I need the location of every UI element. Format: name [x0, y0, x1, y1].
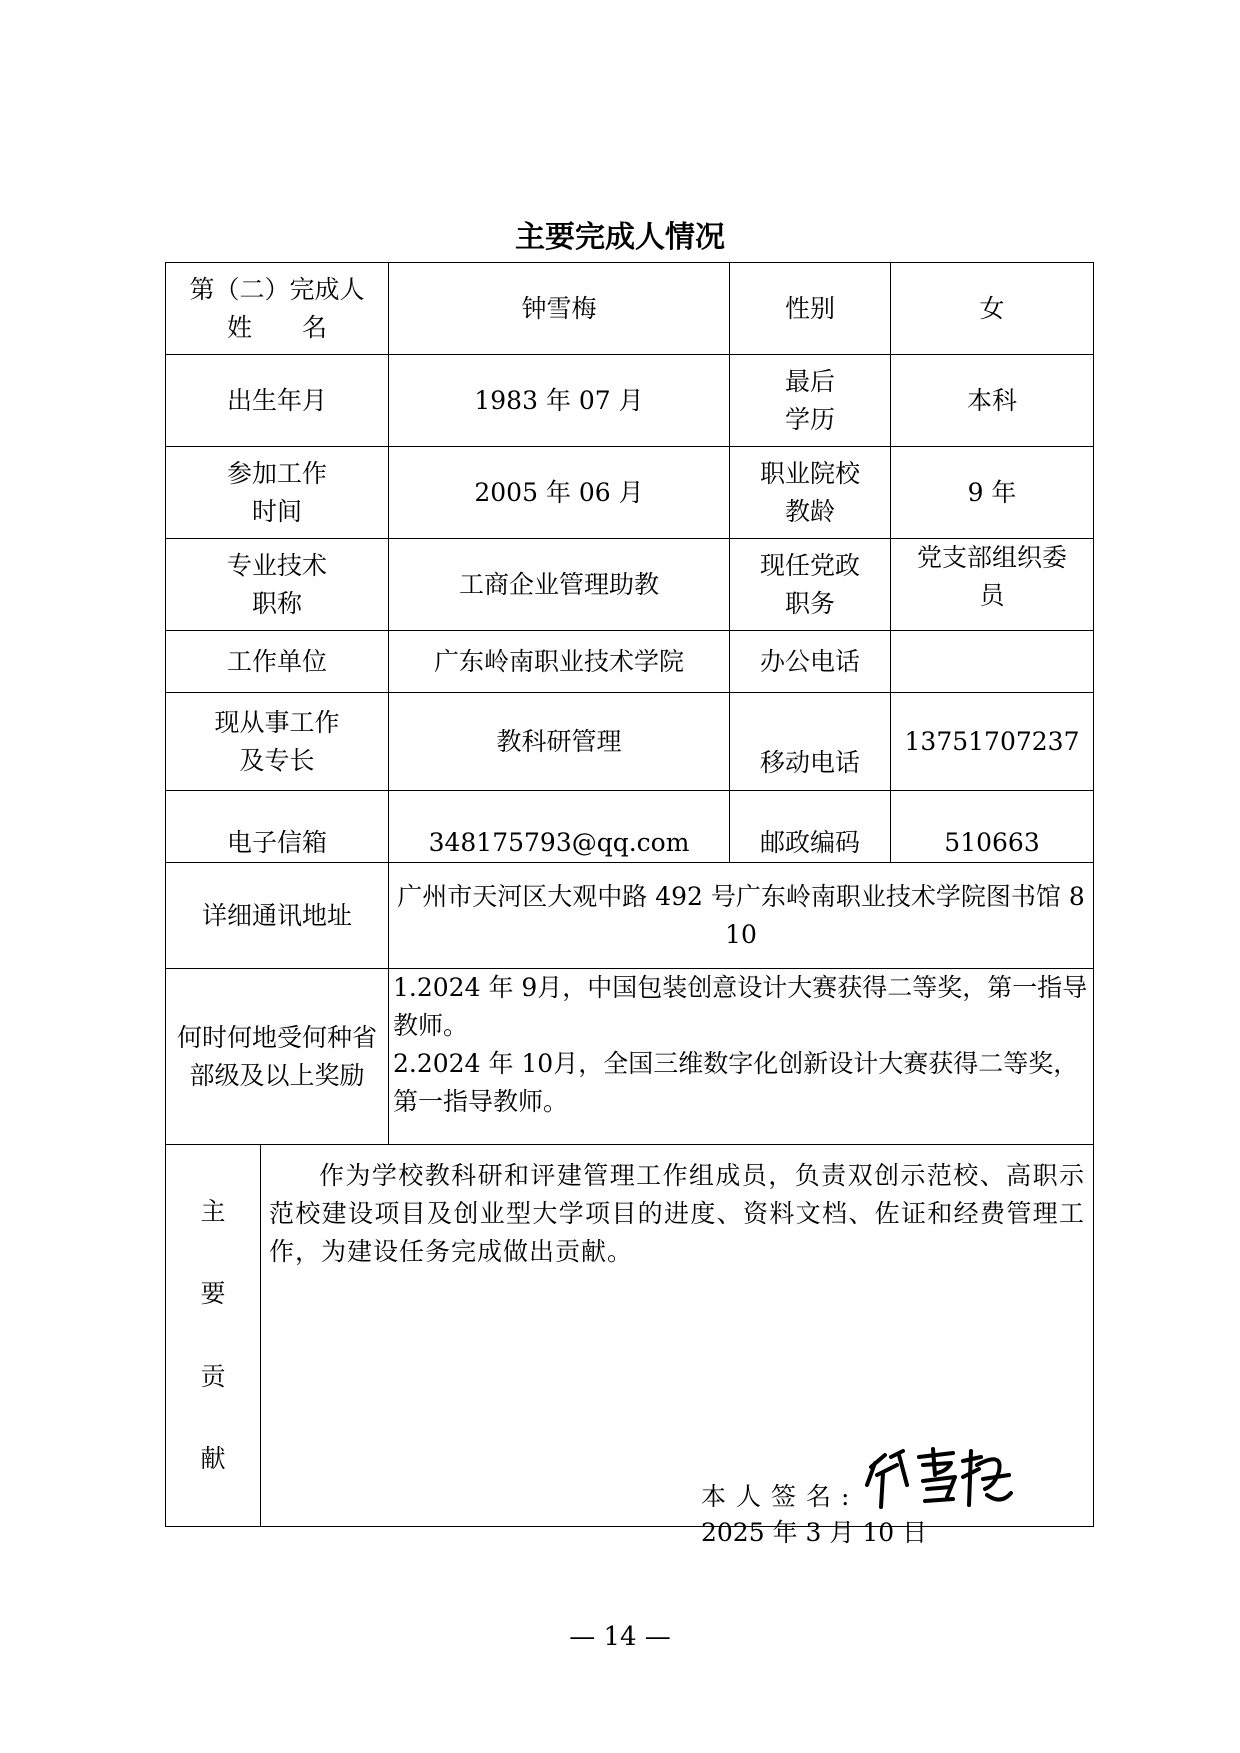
contribution-label-char: 要 [200, 1279, 226, 1309]
title-label-line1: 专业技术 [227, 550, 328, 580]
office-phone-label: 办公电话 [730, 631, 891, 693]
title-label-line2: 职称 [252, 588, 303, 618]
signature-date: 2025 年 3 月 10 日 [701, 1518, 928, 1547]
contribution-label-char: 主 [200, 1196, 226, 1226]
email-value: 348175793@qq.com [389, 791, 730, 863]
awards-label: 何时何地受何种省部级及以上奖励 [166, 969, 389, 1145]
address-value: 广州市天河区大观中路 492 号广东岭南职业技术学院图书馆 810 [389, 863, 1094, 969]
party-post-value-line2: 员 [979, 581, 1005, 610]
party-post-label-line1: 现任党政 [760, 550, 861, 580]
employer-value: 广东岭南职业技术学院 [389, 631, 730, 693]
gender-value: 女 [891, 263, 1094, 355]
award-item: 1.2024 年 9月，中国包装创意设计大赛获得二等奖，第一指导教师。 [393, 973, 1088, 1040]
education-label [730, 355, 891, 447]
current-work-label [166, 693, 389, 791]
page-number: — 14 — [569, 1622, 671, 1652]
teaching-years-value: 9 年 [891, 447, 1094, 539]
birth-label: 出生年月 [166, 355, 389, 447]
gender-label: 性别 [730, 263, 891, 355]
office-phone-value [891, 631, 1094, 693]
teaching-years-label-line1: 职业院校 [760, 458, 861, 488]
contribution-label-char: 贡 [200, 1361, 226, 1391]
name-label-line2: 姓 名 [227, 312, 328, 342]
contribution-label [166, 1145, 261, 1527]
work-start-label-line1: 参加工作 [227, 458, 328, 488]
education-label-line1: 最后 [785, 366, 836, 396]
work-start-label [166, 447, 389, 539]
party-post-value-line1: 党支部组织委 [917, 543, 1068, 572]
party-post-value [891, 539, 1094, 631]
signature-block [701, 1445, 1013, 1551]
education-value: 本科 [891, 355, 1094, 447]
handwritten-signature [863, 1445, 1013, 1515]
awards-list [389, 969, 1094, 1145]
award-item: 2.2024 年 10月，全国三维数字化创新设计大赛获得二等奖，第一指导教师。 [393, 1049, 1079, 1116]
contribution-label-char: 献 [200, 1444, 226, 1474]
contribution-cell [261, 1145, 1094, 1547]
current-work-value: 教科研管理 [389, 693, 730, 791]
name-label-line1: 第（二）完成人 [189, 274, 365, 304]
name-value: 钟雪梅 [389, 263, 730, 355]
education-label-line2: 学历 [785, 404, 836, 434]
employer-label: 工作单位 [166, 631, 389, 693]
completer-info-table [165, 262, 1094, 1547]
party-post-label-line2: 职务 [785, 588, 836, 618]
title-label [166, 539, 389, 631]
party-post-label [730, 539, 891, 631]
signature-label: 本人签名: [701, 1482, 860, 1511]
email-label: 电子信箱 [166, 791, 389, 863]
contribution-text: 作为学校教科研和评建管理工作组成员，负责双创示范校、高职示范校建设项目及创业型大学项目的进度、资料文档、佐证和经费管理工作，为建设任务完成做出贡献。 [269, 1161, 1086, 1266]
current-work-label-line2: 及专长 [239, 745, 315, 775]
postal-label: 邮政编码 [730, 791, 891, 863]
mobile-label: 移动电话 [730, 693, 891, 791]
current-work-label-line1: 现从事工作 [214, 707, 340, 737]
work-start-value: 2005 年 06 月 [389, 447, 730, 539]
name-label [166, 263, 389, 355]
birth-value: 1983 年 07 月 [389, 355, 730, 447]
postal-value: 510663 [891, 791, 1094, 863]
teaching-years-label-line2: 教龄 [785, 496, 836, 526]
mobile-value: 13751707237 [891, 693, 1094, 791]
page-title: 主要完成人情况 [515, 220, 725, 255]
teaching-years-label [730, 447, 891, 539]
title-value: 工商企业管理助教 [389, 539, 730, 631]
address-label: 详细通讯地址 [166, 863, 389, 969]
work-start-label-line2: 时间 [252, 496, 303, 526]
